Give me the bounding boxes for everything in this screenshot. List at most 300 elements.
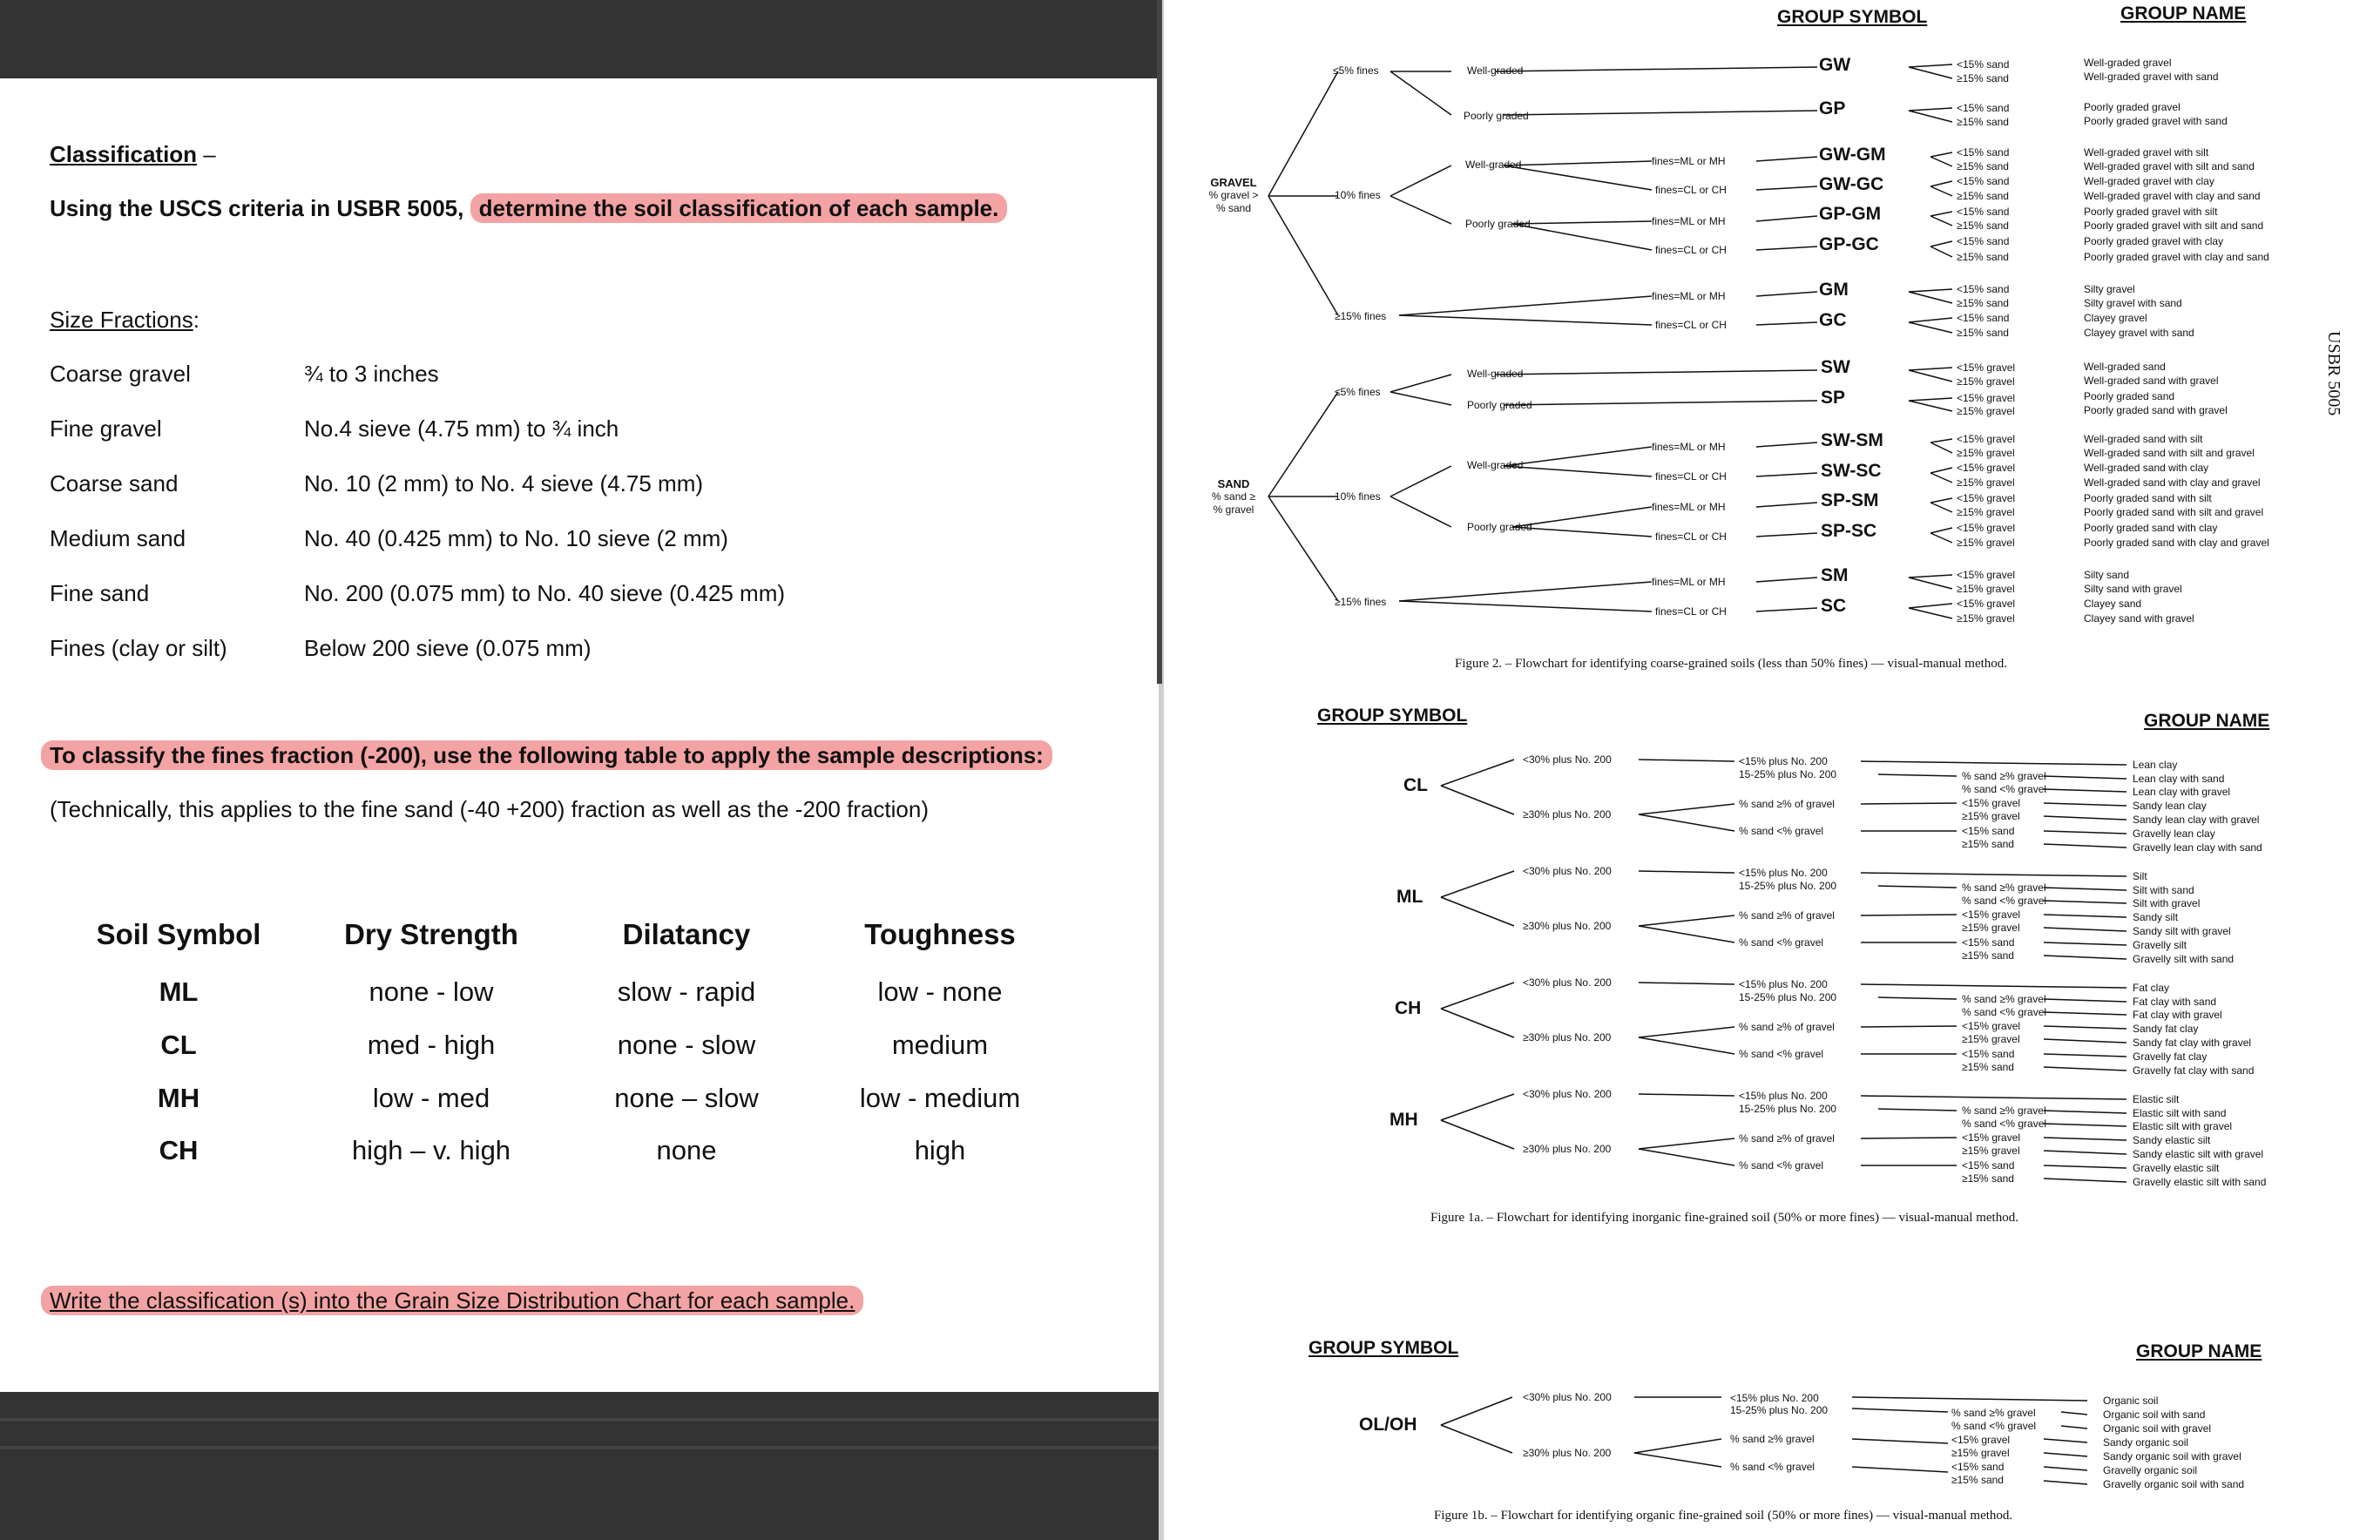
split: ≥15% gravel: [1957, 375, 2015, 388]
split: <15% sand: [1957, 206, 2010, 218]
connector-line: [2044, 1054, 2126, 1057]
fines-type: fines=CL or CH: [1655, 530, 1727, 543]
fines-type: fines=CL or CH: [1655, 319, 1727, 331]
fine-name: Elastic silt: [2133, 1093, 2180, 1105]
table-header: Soil Symbol: [96, 918, 261, 950]
grading: Well-graded: [1467, 459, 1524, 471]
split: ≥15% gravel: [1957, 405, 2015, 417]
organic-split: <15% sand: [1951, 1461, 2005, 1473]
connector-line: [1639, 983, 1734, 984]
fines-type: fines=ML or MH: [1652, 290, 1726, 302]
fine-split: <15% gravel: [1962, 908, 2021, 921]
group-symbol: SW: [1821, 357, 1850, 377]
split: <15% sand: [1957, 312, 2010, 324]
coarse-flowchart-lines: [1164, 0, 2380, 688]
instruction-line: [50, 195, 1007, 222]
connector-line: [1639, 814, 1734, 831]
connector-line: [1441, 983, 1514, 1009]
fines-branch: ≥15% fines: [1335, 310, 1387, 322]
connector-line: [1441, 1120, 1514, 1149]
fine-split: <15% sand: [1962, 1159, 2015, 1172]
size-fractions-heading-row: [50, 307, 199, 334]
group-name: Well-graded gravel: [2084, 57, 2172, 69]
fine-name: Elastic silt with gravel: [2133, 1120, 2233, 1132]
fine-split: <15% sand: [1962, 825, 2015, 837]
fine-split: <15% sand: [1962, 936, 2015, 949]
split: <15% gravel: [1957, 598, 2016, 610]
gravel-label: [1199, 176, 1268, 215]
fine-name: Sandy silt with gravel: [2133, 925, 2231, 937]
group-name: Poorly graded sand: [2084, 390, 2175, 402]
table-cell-symbol: CL: [160, 1030, 197, 1060]
split: <15% gravel: [1957, 433, 2016, 445]
group-name: Poorly graded gravel with silt: [2084, 206, 2218, 218]
fine-name: Lean clay: [2133, 759, 2178, 771]
fine-split: ≥15% gravel: [1962, 1033, 2020, 1045]
group-name: Clayey sand with gravel: [2084, 612, 2194, 625]
group-name: Poorly graded sand with clay and gravel: [2084, 537, 2269, 549]
fine-name: Fat clay with sand: [2133, 996, 2217, 1008]
split: ≥15% sand: [1957, 72, 2009, 84]
fine-symbol: ML: [1396, 887, 1423, 907]
fine-split: % sand <% gravel: [1962, 895, 2047, 907]
fine-name: Fat clay with gravel: [2133, 1009, 2222, 1021]
grading: Well-graded: [1467, 64, 1524, 77]
fine-branch: 15-25% plus No. 200: [1739, 1103, 1837, 1115]
slide-page: [0, 78, 1159, 1392]
fine-branch: ≥30% plus No. 200: [1523, 808, 1612, 821]
group-name: Well-graded gravel with silt: [2084, 146, 2209, 159]
fine-header-name: GROUP NAME: [2144, 711, 2270, 731]
organic-name: Gravelly organic soil: [2103, 1464, 2198, 1476]
connector-line: [1441, 786, 1514, 814]
group-symbol: GP-GC: [1819, 234, 1879, 254]
fines-note: (Technically, this applies to the fine sand (-40 +200) fraction as well as the -200 fraction): [50, 796, 929, 822]
connector-line: [1639, 1027, 1734, 1037]
connector-line: [1441, 760, 1514, 786]
group-name: Poorly graded gravel: [2084, 101, 2181, 113]
connector-line: [2044, 1067, 2126, 1071]
split: <15% sand: [1957, 146, 2010, 159]
sand-label: [1199, 477, 1268, 517]
split: ≥15% gravel: [1957, 537, 2015, 549]
fine-branch: 15-25% plus No. 200: [1739, 991, 1837, 1003]
organic-name: Sandy organic soil with gravel: [2103, 1450, 2241, 1462]
grading: Poorly graded: [1465, 218, 1531, 230]
group-symbol: GM: [1819, 280, 1849, 300]
split: ≥15% sand: [1957, 251, 2009, 263]
grading: Poorly graded: [1467, 521, 1532, 533]
coarse-header-symbol: GROUP SYMBOL: [1777, 7, 1928, 27]
organic-split: % sand <% gravel: [1951, 1420, 2037, 1432]
bottom-dark-bar: [0, 1392, 1159, 1540]
group-symbol: GP-GM: [1819, 204, 1882, 224]
organic-branch: <15% plus No. 200: [1730, 1392, 1819, 1404]
split: <15% gravel: [1957, 522, 2016, 534]
split: <15% gravel: [1957, 569, 2016, 581]
connector-line: [2044, 1165, 2126, 1168]
connector-line: [2044, 1012, 2126, 1015]
group-name: Poorly graded gravel with clay and sand: [2084, 251, 2269, 263]
fine-branch: <30% plus No. 200: [1523, 753, 1612, 766]
classification-heading: Classification: [50, 141, 198, 167]
fines-type: fines=ML or MH: [1652, 576, 1726, 588]
connector-line: [2044, 831, 2126, 834]
fine-name: Silt with gravel: [2133, 897, 2201, 909]
connector-line: [2044, 999, 2126, 1002]
fine-name: Lean clay with sand: [2133, 773, 2225, 785]
connector-line: [1861, 1096, 2126, 1099]
table-cell: med - high: [367, 1030, 496, 1060]
split: <15% gravel: [1957, 462, 2016, 474]
connector-line: [1639, 760, 1734, 761]
group-name: Well-graded gravel with clay and sand: [2084, 190, 2261, 202]
connector-line: [1861, 873, 2126, 876]
connector-line: [2044, 1179, 2126, 1182]
group-name: Well-graded sand with silt and gravel: [2084, 447, 2255, 459]
fine-name: Gravelly fat clay: [2133, 1050, 2208, 1063]
gravel-label-line: % sand: [1215, 202, 1252, 214]
fine-name: Silt with sand: [2133, 884, 2194, 896]
grading: Poorly graded: [1464, 110, 1529, 122]
connector-line: [1878, 997, 1957, 999]
table-cell: none – slow: [614, 1083, 759, 1113]
organic-split: % sand ≥% gravel: [1951, 1407, 2036, 1419]
table-header: Toughness: [864, 918, 1016, 950]
connector-line: [2044, 901, 2126, 903]
group-symbol: SM: [1821, 565, 1849, 585]
fine-branch: 15-25% plus No. 200: [1739, 768, 1837, 780]
table-cell: low - med: [372, 1083, 490, 1113]
fine-split: <15% sand: [1962, 1048, 2015, 1060]
group-name: Silty sand with gravel: [2084, 583, 2182, 595]
fine-name: Sandy fat clay with gravel: [2133, 1037, 2252, 1049]
fine-name: Sandy elastic silt: [2133, 1134, 2211, 1146]
fine-branch: % sand ≥% of gravel: [1739, 1132, 1835, 1145]
organic-symbol: OL/OH: [1359, 1415, 1417, 1435]
connector-line: [2044, 915, 2126, 917]
group-name: Silty sand: [2084, 569, 2130, 581]
fine-split: ≥15% sand: [1962, 949, 2014, 962]
organic-header-symbol: GROUP SYMBOL: [1308, 1338, 1459, 1358]
split: ≥15% sand: [1957, 190, 2009, 202]
organic-branch: ≥30% plus No. 200: [1523, 1447, 1612, 1459]
organic-branch: <30% plus No. 200: [1523, 1391, 1612, 1403]
table-header: Dilatancy: [622, 918, 751, 950]
group-symbol: GW: [1819, 55, 1851, 75]
fraction-name: Fine sand: [50, 580, 150, 606]
coarse-header-name: GROUP NAME: [2120, 3, 2247, 24]
split: <15% sand: [1957, 58, 2010, 71]
split: ≥15% gravel: [1957, 506, 2015, 518]
fine-split: % sand ≥% gravel: [1962, 770, 2046, 782]
sand-label-line: % gravel: [1213, 503, 1254, 516]
connector-line: [1441, 871, 1514, 897]
fine-split: % sand <% gravel: [1962, 1118, 2047, 1130]
group-symbol: GW-GC: [1819, 174, 1884, 194]
connector-line: [2044, 1124, 2126, 1126]
organic-branch: % sand ≥% gravel: [1730, 1433, 1815, 1445]
connector-line: [1639, 926, 1734, 942]
gravel-label-title: GRAVEL: [1210, 176, 1257, 189]
fine-split: ≥15% sand: [1962, 838, 2014, 850]
connector-line: [1861, 984, 2126, 988]
fraction-range: No. 200 (0.075 mm) to No. 40 sieve (0.425 mm): [304, 580, 786, 606]
group-name: Well-graded sand with gravel: [2084, 375, 2219, 387]
fines-instruction: To classify the fines fraction (-200), use the following table to apply the sample descriptions:: [41, 740, 1052, 770]
connector-line: [2044, 1151, 2126, 1154]
connector-line: [2044, 1138, 2126, 1140]
split: ≥15% gravel: [1957, 447, 2015, 459]
split: <15% sand: [1957, 283, 2010, 295]
fraction-name: Coarse gravel: [50, 361, 191, 387]
coarse-caption: Figure 2. – Flowchart for identifying coarse-grained soils (less than 50% fines) — visual-manual method.: [1455, 657, 2008, 671]
fines-branch: ≤5% fines: [1333, 64, 1379, 77]
table-cell-symbol: MH: [157, 1083, 200, 1113]
table-cell: none - slow: [617, 1030, 756, 1060]
organic-name: Sandy organic soil: [2103, 1436, 2189, 1449]
organic-name: Gravelly organic soil with sand: [2103, 1478, 2245, 1490]
group-name: Silty gravel with sand: [2084, 297, 2182, 309]
split: <15% gravel: [1957, 392, 2016, 404]
table-header: Dry Strength: [344, 918, 518, 950]
fine-name: Elastic silt with sand: [2133, 1107, 2227, 1119]
fines-branch: ≥15% fines: [1335, 596, 1387, 608]
gravel-label-line: % gravel >: [1208, 189, 1259, 201]
fine-branch: ≥30% plus No. 200: [1523, 920, 1612, 932]
connector-line: [2044, 1026, 2126, 1029]
fraction-range: No. 10 (2 mm) to No. 4 sieve (4.75 mm): [304, 470, 704, 496]
fine-split: % sand <% gravel: [1962, 1006, 2047, 1018]
fine-branch: % sand ≥% of gravel: [1739, 909, 1835, 922]
sand-label-line: % sand ≥: [1212, 490, 1255, 503]
group-symbol: SP-SM: [1821, 490, 1879, 510]
group-name: Well-graded gravel with clay: [2084, 175, 2214, 187]
split: ≥15% sand: [1957, 327, 2009, 339]
fraction-name: Fine gravel: [50, 415, 162, 442]
table-cell: low - none: [877, 976, 1003, 1007]
table-cell: high: [914, 1135, 966, 1165]
fraction-name: Medium sand: [50, 525, 186, 551]
connector-line: [2044, 1039, 2126, 1043]
fine-name: Fat clay: [2133, 982, 2170, 994]
connector-line: [1639, 1037, 1734, 1054]
table-cell: low - medium: [859, 1083, 1021, 1113]
group-name: Clayey gravel with sand: [2084, 327, 2194, 339]
organic-name: Organic soil with sand: [2103, 1408, 2206, 1421]
top-dark-bar: [0, 0, 1159, 78]
connector-line: [1861, 1026, 1957, 1027]
fraction-range: Below 200 sieve (0.075 mm): [304, 635, 592, 661]
split: <15% gravel: [1957, 492, 2016, 504]
fine-name: Gravelly lean clay with sand: [2133, 841, 2262, 854]
fine-branch: <15% plus No. 200: [1739, 755, 1828, 767]
fine-branch: <15% plus No. 200: [1739, 978, 1828, 990]
group-name: Clayey gravel: [2084, 312, 2147, 324]
fine-branch: <30% plus No. 200: [1523, 976, 1612, 989]
organic-name: Organic soil with gravel: [2103, 1422, 2212, 1435]
group-name: Silty gravel: [2084, 283, 2135, 295]
fine-name: Sandy silt: [2133, 911, 2179, 923]
fine-split: % sand ≥% gravel: [1962, 881, 2046, 894]
fine-name: Gravelly silt with sand: [2133, 953, 2235, 965]
bottom-bar-stripe: [0, 1446, 1159, 1449]
fines-branch: ≤5% fines: [1335, 386, 1381, 398]
fine-branch: % sand ≥% of gravel: [1739, 798, 1835, 810]
group-name: Poorly graded sand with silt: [2084, 492, 2212, 504]
fine-split: ≥15% gravel: [1962, 810, 2020, 822]
connector-line: [2044, 888, 2126, 890]
organic-header-name: GROUP NAME: [2136, 1341, 2262, 1361]
fine-branch: <30% plus No. 200: [1523, 865, 1612, 877]
connector-line: [1878, 774, 1957, 776]
fine-name: Sandy elastic silt with gravel: [2133, 1148, 2264, 1160]
fine-split: ≥15% gravel: [1962, 1145, 2020, 1157]
fine-split: <15% gravel: [1962, 1131, 2021, 1144]
group-name: Well-graded sand with clay: [2084, 462, 2209, 474]
bottom-bar-stripe: [0, 1418, 1159, 1422]
size-fractions-heading: Size Fractions: [50, 307, 193, 333]
grading: Well-graded: [1465, 159, 1522, 171]
group-symbol: SC: [1821, 596, 1847, 616]
connector-line: [1441, 1009, 1514, 1037]
connector-line: [1639, 915, 1734, 926]
group-name: Poorly graded gravel with sand: [2084, 115, 2228, 127]
instruction-prefix: Using the USCS criteria in USBR 5005,: [50, 195, 464, 221]
organic-branch: % sand <% gravel: [1730, 1461, 1815, 1473]
connector-line: [2044, 942, 2126, 945]
fraction-name: Coarse sand: [50, 470, 179, 496]
fine-split: % sand ≥% gravel: [1962, 993, 2046, 1005]
fraction-range: No.4 sieve (4.75 mm) to ¾ inch: [304, 415, 619, 442]
table-cell-symbol: ML: [159, 976, 199, 1007]
fine-branch: % sand <% gravel: [1739, 825, 1824, 837]
fine-branch: <30% plus No. 200: [1523, 1088, 1612, 1100]
organic-flowchart: [1164, 1324, 2380, 1540]
fines-type: fines=CL or CH: [1655, 184, 1727, 196]
connector-line: [2044, 1111, 2126, 1113]
connector-line: [1441, 1094, 1514, 1120]
grading: Poorly graded: [1467, 399, 1532, 411]
group-symbol: SP-SC: [1821, 521, 1877, 541]
usbr-side-label: USBR 5005: [2324, 331, 2343, 416]
connector-line: [1861, 803, 1957, 804]
fine-split: ≥15% sand: [1962, 1061, 2014, 1073]
split: ≥15% sand: [1957, 220, 2009, 232]
classification-dash: –: [203, 141, 216, 167]
connector-line: [1639, 1138, 1734, 1149]
split: ≥15% sand: [1957, 297, 2009, 309]
fine-branch: % sand ≥% of gravel: [1739, 1021, 1835, 1033]
connector-line: [2044, 816, 2126, 820]
organic-name: Organic soil: [2103, 1395, 2159, 1407]
fine-branch: ≥30% plus No. 200: [1523, 1143, 1612, 1155]
grading: Well-graded: [1467, 368, 1524, 380]
classification-heading-row: [50, 141, 216, 168]
fine-flowchart: [1164, 697, 2380, 1237]
fine-branch: 15-25% plus No. 200: [1739, 880, 1837, 892]
fraction-range: No. 40 (0.425 mm) to No. 10 sieve (2 mm): [304, 525, 728, 551]
connector-line: [2044, 844, 2126, 848]
split: ≥15% sand: [1957, 116, 2009, 128]
fine-name: Sandy fat clay: [2133, 1023, 2199, 1035]
split: ≥15% sand: [1957, 160, 2009, 172]
fine-branch: % sand <% gravel: [1739, 936, 1824, 949]
fine-name: Sandy lean clay: [2133, 800, 2207, 812]
split: ≥15% gravel: [1957, 583, 2015, 595]
split: ≥15% gravel: [1957, 612, 2015, 625]
fines-type: fines=CL or CH: [1655, 244, 1727, 256]
connector-line: [2044, 956, 2126, 959]
group-name: Poorly graded gravel with silt and sand: [2084, 220, 2264, 232]
group-symbol: SW-SC: [1821, 461, 1882, 481]
fine-name: Lean clay with gravel: [2133, 786, 2231, 798]
fraction-range: ¾ to 3 inches: [304, 361, 439, 387]
fine-header-symbol: GROUP SYMBOL: [1317, 706, 1468, 726]
table-cell-symbol: CH: [159, 1135, 199, 1165]
fine-branch: % sand <% gravel: [1739, 1159, 1824, 1172]
fine-branch: % sand <% gravel: [1739, 1048, 1824, 1060]
fine-symbol: MH: [1389, 1110, 1418, 1130]
connector-line: [1639, 871, 1734, 873]
organic-split: <15% gravel: [1951, 1434, 2011, 1446]
group-name: Poorly graded gravel with clay: [2084, 235, 2224, 247]
fines-type: fines=ML or MH: [1652, 155, 1726, 167]
connector-line: [1878, 1109, 1957, 1111]
fines-type: fines=CL or CH: [1655, 605, 1727, 618]
group-symbol: GP: [1819, 98, 1846, 118]
connector-line: [2044, 928, 2126, 931]
split: <15% sand: [1957, 235, 2010, 247]
fines-branch: 10% fines: [1335, 490, 1381, 503]
connector-line: [2044, 803, 2126, 806]
group-symbol: SP: [1821, 388, 1846, 408]
fine-branch: ≥30% plus No. 200: [1523, 1031, 1612, 1044]
fraction-name: Fines (clay or silt): [50, 635, 227, 661]
panel-divider-dark: [1157, 0, 1162, 684]
fines-type: fines=CL or CH: [1655, 470, 1727, 483]
fine-name: Gravelly lean clay: [2133, 827, 2215, 840]
fine-name: Silt: [2133, 870, 2147, 882]
fines-instruction-row: [41, 742, 1052, 769]
instruction-highlight: determine the soil classification of each sample.: [470, 193, 1008, 223]
fine-name: Gravelly elastic silt: [2133, 1162, 2220, 1174]
size-fractions-colon: :: [193, 307, 199, 333]
fine-split: % sand <% gravel: [1962, 783, 2047, 795]
fine-split: <15% gravel: [1962, 797, 2021, 809]
group-name: Well-graded sand with silt: [2084, 433, 2203, 445]
split: ≥15% gravel: [1957, 476, 2015, 489]
fines-branch: 10% fines: [1335, 189, 1381, 201]
fines-type: fines=ML or MH: [1652, 441, 1726, 453]
connector-line: [1639, 804, 1734, 814]
split: <15% sand: [1957, 175, 2010, 187]
group-symbol: GC: [1819, 310, 1847, 330]
group-name: Poorly graded sand with silt and gravel: [2084, 506, 2264, 518]
group-name: Well-graded sand with clay and gravel: [2084, 476, 2261, 489]
write-instruction-row: [41, 1287, 863, 1314]
connector-line: [1441, 897, 1514, 926]
fine-split: ≥15% gravel: [1962, 922, 2020, 934]
fines-type: fines=ML or MH: [1652, 215, 1726, 227]
connector-line: [1639, 1149, 1734, 1165]
fine-name: Gravelly silt: [2133, 939, 2187, 951]
fine-branch: <15% plus No. 200: [1739, 867, 1828, 879]
connector-line: [1639, 1094, 1734, 1096]
group-name: Poorly graded sand with gravel: [2084, 404, 2228, 416]
split: <15% sand: [1957, 102, 2010, 114]
organic-branch: 15-25% plus No. 200: [1730, 1404, 1829, 1416]
